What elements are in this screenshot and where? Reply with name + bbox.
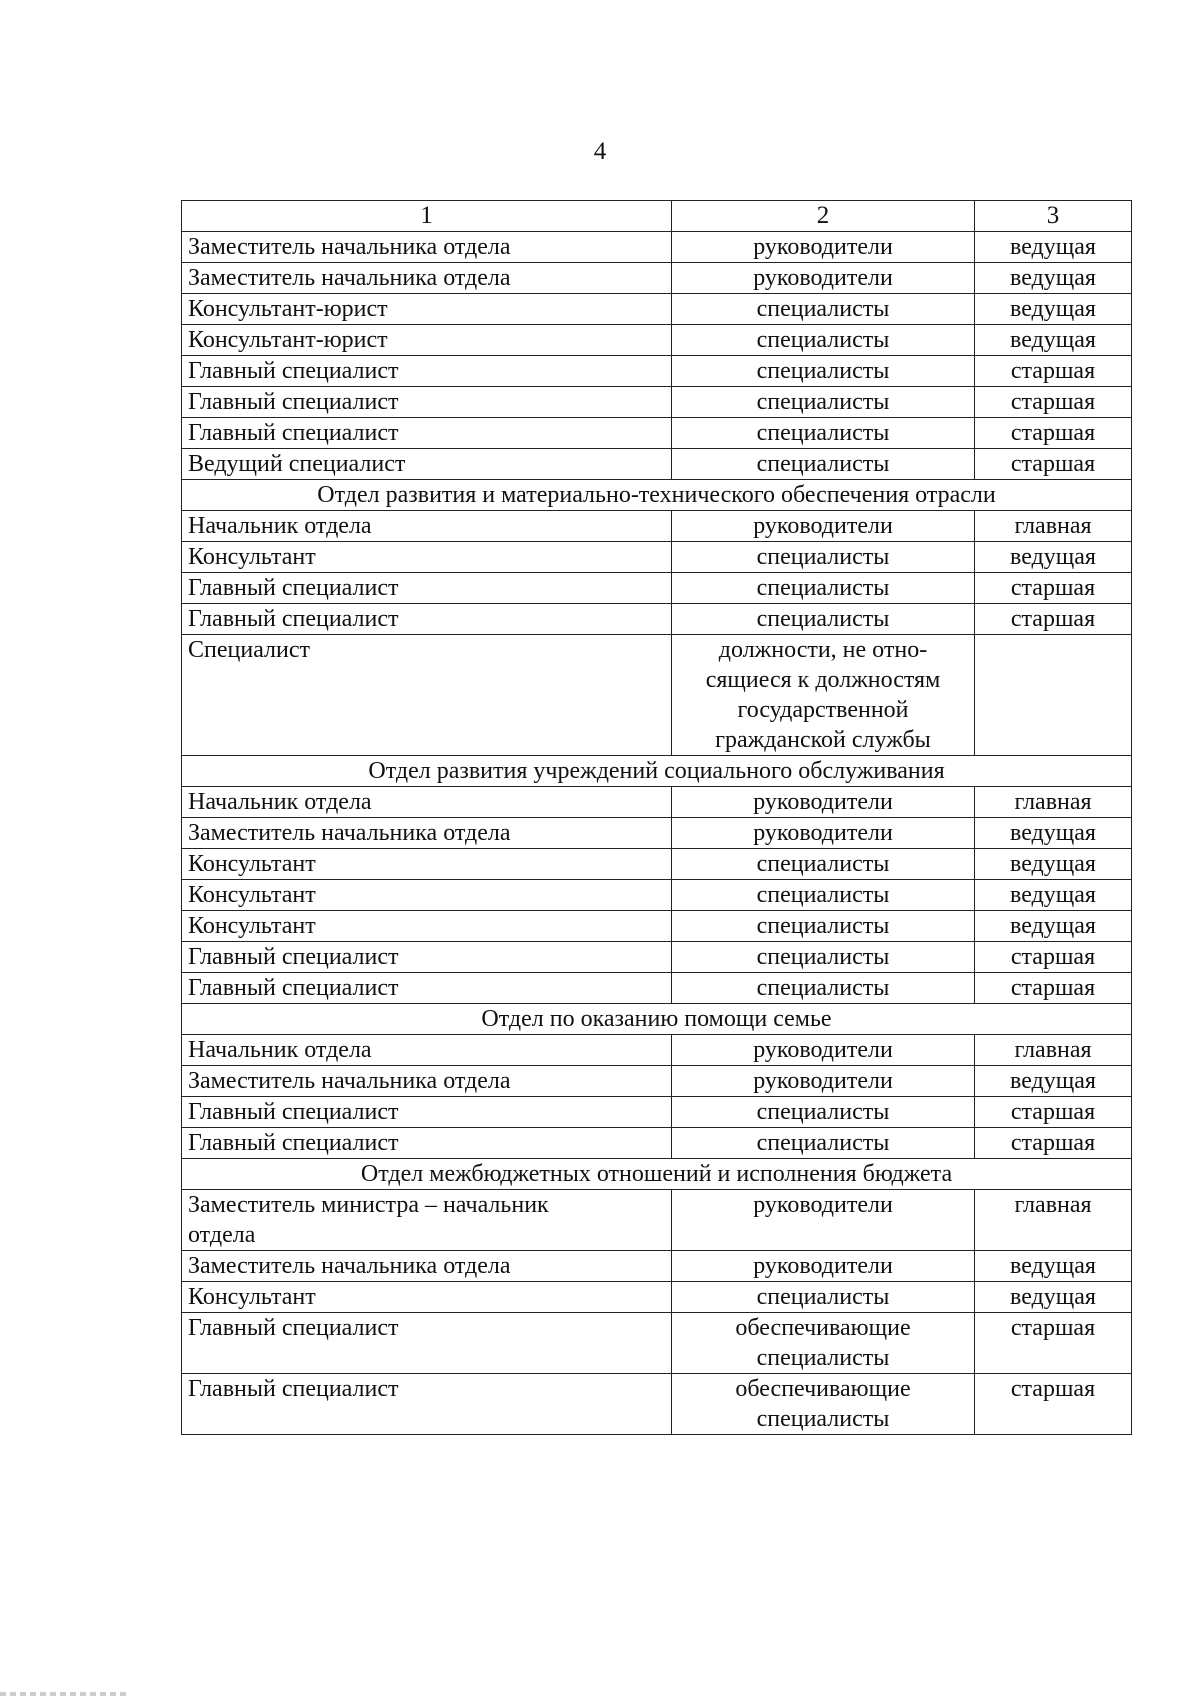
group-cell: старшая xyxy=(975,1374,1132,1435)
position-cell: Консультант xyxy=(182,1282,672,1313)
group-cell: ведущая xyxy=(975,880,1132,911)
table-row xyxy=(182,418,1132,449)
position-cell: Главный специалист xyxy=(182,418,672,449)
group-cell: ведущая xyxy=(975,911,1132,942)
group-cell xyxy=(975,635,1132,756)
group-cell: ведущая xyxy=(975,542,1132,573)
position-cell: Главный специалист xyxy=(182,356,672,387)
table-row xyxy=(182,973,1132,1004)
category-cell: обеспечивающие специалисты xyxy=(672,1313,975,1374)
section-header-row xyxy=(182,1004,1132,1035)
table-body xyxy=(182,232,1132,1435)
group-cell: ведущая xyxy=(975,818,1132,849)
category-cell: специалисты xyxy=(672,1282,975,1313)
section-title: Отдел развития учреждений социального обслуживания xyxy=(182,756,1132,787)
category-cell: специалисты xyxy=(672,573,975,604)
position-cell: Заместитель министра – начальник отдела xyxy=(182,1190,672,1251)
group-cell: ведущая xyxy=(975,1251,1132,1282)
position-cell: Главный специалист xyxy=(182,1128,672,1159)
table-row xyxy=(182,573,1132,604)
position-cell: Главный специалист xyxy=(182,1374,672,1435)
table-row xyxy=(182,604,1132,635)
position-cell: Специалист xyxy=(182,635,672,756)
group-cell: старшая xyxy=(975,604,1132,635)
position-cell: Консультант-юрист xyxy=(182,325,672,356)
table-header-row xyxy=(182,201,1132,232)
table-row xyxy=(182,325,1132,356)
group-cell: ведущая xyxy=(975,263,1132,294)
column-number-1: 1 xyxy=(182,201,672,232)
category-cell: руководители xyxy=(672,1190,975,1251)
column-number-2: 2 xyxy=(672,201,975,232)
group-cell: ведущая xyxy=(975,232,1132,263)
group-cell: главная xyxy=(975,1035,1132,1066)
category-cell: специалисты xyxy=(672,849,975,880)
table-row xyxy=(182,911,1132,942)
category-cell: специалисты xyxy=(672,911,975,942)
category-cell: обеспечивающие специалисты xyxy=(672,1374,975,1435)
table-row xyxy=(182,1251,1132,1282)
category-cell: специалисты xyxy=(672,1128,975,1159)
table-row xyxy=(182,511,1132,542)
table-row xyxy=(182,1035,1132,1066)
category-cell: должности, не отно- сящиеся к должностям государственной гражданской службы xyxy=(672,635,975,756)
column-number-3: 3 xyxy=(975,201,1132,232)
section-header-row xyxy=(182,1159,1132,1190)
category-cell: специалисты xyxy=(672,542,975,573)
group-cell: старшая xyxy=(975,573,1132,604)
position-cell: Главный специалист xyxy=(182,1097,672,1128)
group-cell: старшая xyxy=(975,356,1132,387)
category-cell: специалисты xyxy=(672,356,975,387)
position-cell: Консультант xyxy=(182,542,672,573)
table-row xyxy=(182,294,1132,325)
position-cell: Главный специалист xyxy=(182,942,672,973)
section-title: Отдел по оказанию помощи семье xyxy=(182,1004,1132,1035)
position-cell: Главный специалист xyxy=(182,973,672,1004)
category-cell: специалисты xyxy=(672,1097,975,1128)
category-cell: специалисты xyxy=(672,604,975,635)
category-cell: специалисты xyxy=(672,880,975,911)
table-row xyxy=(182,356,1132,387)
group-cell: старшая xyxy=(975,418,1132,449)
group-cell: старшая xyxy=(975,1097,1132,1128)
group-cell: старшая xyxy=(975,942,1132,973)
group-cell: старшая xyxy=(975,449,1132,480)
table-row xyxy=(182,849,1132,880)
category-cell: руководители xyxy=(672,818,975,849)
group-cell: старшая xyxy=(975,973,1132,1004)
group-cell: старшая xyxy=(975,1313,1132,1374)
position-cell: Главный специалист xyxy=(182,387,672,418)
section-header-row xyxy=(182,480,1132,511)
group-cell: старшая xyxy=(975,387,1132,418)
category-cell: специалисты xyxy=(672,973,975,1004)
table-row xyxy=(182,942,1132,973)
group-cell: главная xyxy=(975,511,1132,542)
category-cell: руководители xyxy=(672,263,975,294)
category-cell: руководители xyxy=(672,511,975,542)
table-row xyxy=(182,1066,1132,1097)
position-cell: Начальник отдела xyxy=(182,787,672,818)
table-row xyxy=(182,1313,1132,1374)
group-cell: ведущая xyxy=(975,849,1132,880)
position-cell: Заместитель начальника отдела xyxy=(182,1066,672,1097)
table-row xyxy=(182,880,1132,911)
position-cell: Начальник отдела xyxy=(182,511,672,542)
category-cell: специалисты xyxy=(672,294,975,325)
group-cell: главная xyxy=(975,1190,1132,1251)
category-cell: специалисты xyxy=(672,449,975,480)
position-cell: Заместитель начальника отдела xyxy=(182,263,672,294)
table-row xyxy=(182,787,1132,818)
position-cell: Главный специалист xyxy=(182,604,672,635)
table-row xyxy=(182,387,1132,418)
section-title: Отдел межбюджетных отношений и исполнения бюджета xyxy=(182,1159,1132,1190)
page-number: 4 xyxy=(593,138,607,165)
group-cell: старшая xyxy=(975,1128,1132,1159)
position-cell: Начальник отдела xyxy=(182,1035,672,1066)
group-cell: главная xyxy=(975,787,1132,818)
table-row xyxy=(182,232,1132,263)
position-cell: Заместитель начальника отдела xyxy=(182,1251,672,1282)
table-row xyxy=(182,1374,1132,1435)
table-row xyxy=(182,1097,1132,1128)
position-cell: Консультант xyxy=(182,911,672,942)
category-cell: руководители xyxy=(672,1251,975,1282)
group-cell: ведущая xyxy=(975,1066,1132,1097)
table-row xyxy=(182,449,1132,480)
group-cell: ведущая xyxy=(975,294,1132,325)
position-cell: Главный специалист xyxy=(182,573,672,604)
table-row xyxy=(182,635,1132,756)
position-cell: Консультант xyxy=(182,880,672,911)
category-cell: специалисты xyxy=(672,418,975,449)
position-cell: Ведущий специалист xyxy=(182,449,672,480)
table-row xyxy=(182,1128,1132,1159)
category-cell: руководители xyxy=(672,1035,975,1066)
position-cell: Консультант xyxy=(182,849,672,880)
category-cell: руководители xyxy=(672,1066,975,1097)
category-cell: руководители xyxy=(672,232,975,263)
table-row xyxy=(182,1282,1132,1313)
table-row xyxy=(182,818,1132,849)
group-cell: ведущая xyxy=(975,325,1132,356)
position-cell: Консультант-юрист xyxy=(182,294,672,325)
staff-positions-table xyxy=(181,200,1132,1435)
group-cell: ведущая xyxy=(975,1282,1132,1313)
table-row xyxy=(182,1190,1132,1251)
section-title: Отдел развития и материально-технического обеспечения отрасли xyxy=(182,480,1132,511)
category-cell: специалисты xyxy=(672,387,975,418)
position-cell: Заместитель начальника отдела xyxy=(182,818,672,849)
position-cell: Заместитель начальника отдела xyxy=(182,232,672,263)
category-cell: руководители xyxy=(672,787,975,818)
category-cell: специалисты xyxy=(672,325,975,356)
position-cell: Главный специалист xyxy=(182,1313,672,1374)
section-header-row xyxy=(182,756,1132,787)
scan-artifact xyxy=(0,1692,130,1696)
table-row xyxy=(182,263,1132,294)
table-row xyxy=(182,542,1132,573)
category-cell: специалисты xyxy=(672,942,975,973)
